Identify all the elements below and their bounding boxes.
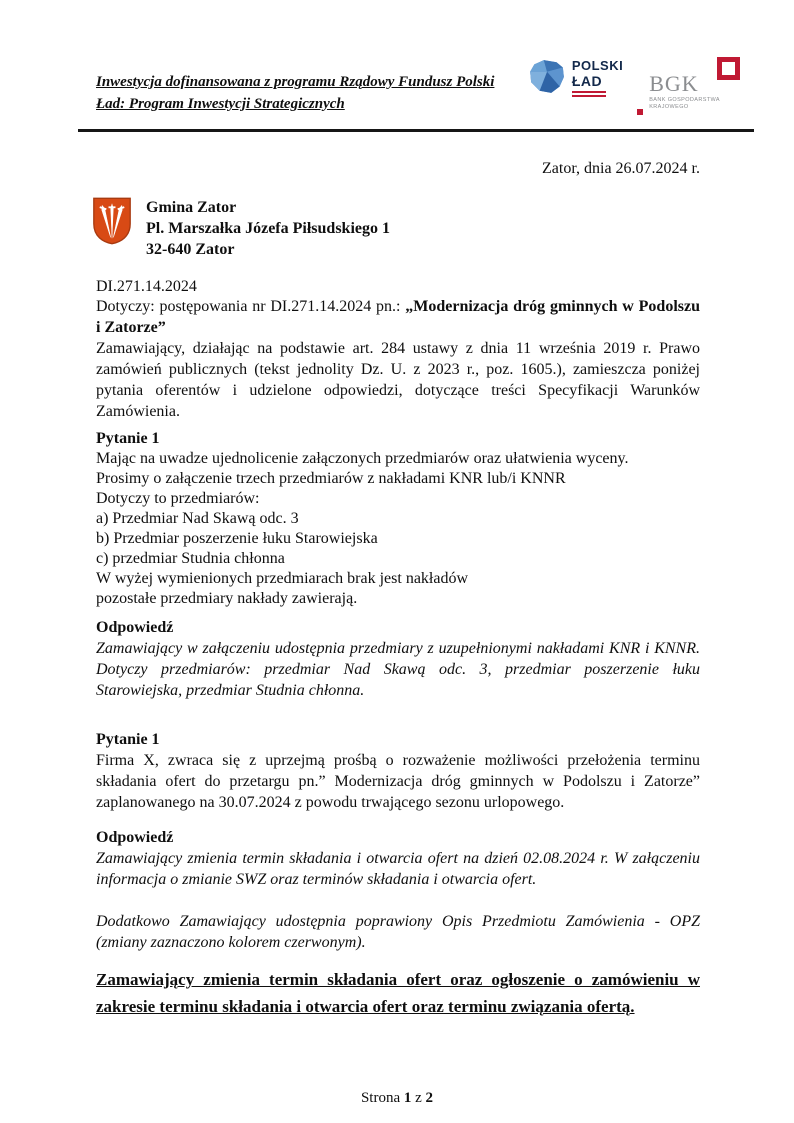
footer-word-of: z	[415, 1090, 422, 1106]
reference-number: DI.271.14.2024	[96, 278, 197, 295]
bgk-mini-square-icon	[637, 109, 643, 115]
answer-1-text: Zamawiający w załączeniu udostępnia przedmiary z uzupełnionymi nakładami KNR i KNNR. Dotyczy przedmiarów: przedmiar Nad Skawą odc. 3, przedmiar poszerzenie łuku Starowiejska, przedmiar Studnia chłonna.	[96, 640, 700, 699]
polski-lad-label-line2: ŁAD	[571, 73, 603, 89]
logo-group	[528, 59, 734, 111]
sender-name: Gmina Zator	[146, 199, 237, 216]
polski-lad-logo	[528, 59, 623, 100]
subject-line	[96, 296, 700, 338]
sender-city: 32-640 Zator	[146, 241, 235, 258]
page-footer	[0, 1090, 794, 1107]
question-1-line: b) Przedmiar poszerzenie łuku Starowiejska	[96, 530, 378, 547]
question-1-line: a) Przedmiar Nad Skawą odc. 3	[96, 510, 299, 527]
bgk-sub-line1: BANK GOSPODARSTWA	[649, 97, 720, 103]
footer-page-number: 1	[403, 1090, 412, 1106]
poland-flag-icon	[572, 91, 606, 97]
answer-1-section	[96, 617, 700, 701]
bgk-logo	[649, 73, 734, 111]
subject-prefix: Dotyczy: postępowania nr DI.271.14.2024 pn.:	[96, 298, 406, 315]
final-statement: Zamawiający zmienia termin składania ofert oraz ogłoszenie o zamówieniu w zakresie terminu składania i otwarcia ofert oraz terminu związania ofertą.	[96, 970, 700, 1016]
answer-2-section	[96, 827, 700, 953]
footer-word-page: Strona	[360, 1090, 401, 1106]
answer-2-label: Odpowiedź	[96, 829, 174, 846]
sender-street: Pl. Marszałka Józefa Piłsudskiego 1	[146, 220, 390, 237]
header-divider-line	[78, 129, 754, 132]
answer-1-label: Odpowiedź	[96, 619, 174, 636]
question-1-line: Mając na uwadze ujednolicenie załączonych przedmiarów oraz ułatwienia wyceny.	[96, 450, 629, 467]
funding-note: Inwestycja dofinansowana z programu Rządowy Fundusz Polski Ład: Program Inwestycji Strategicznych	[96, 74, 495, 112]
question-2-label: Pytanie 1	[96, 731, 160, 748]
document-header	[96, 58, 720, 115]
bgk-abbr-label: BGK	[649, 71, 699, 96]
answer-2-paragraph-1: Zamawiający zmienia termin składania i otwarcia ofert na dzień 02.08.2024 r. W załączeniu informacja o zmianie SWZ oraz terminów składania i otwarcia ofert.	[96, 850, 700, 888]
polski-lad-label-line1: POLSKI	[571, 58, 624, 73]
answer-2-paragraph-2: Dodatkowo Zamawiający udostępnia poprawiony Opis Przedmiotu Zamówienia - OPZ (zmiany zaznaczono kolorem czerwonym).	[96, 913, 700, 951]
question-2-text: Firma X, zwraca się z uprzejmą prośbą o rozważenie możliwości przełożenia terminu składania ofert do przetargu pn.” Modernizacja dróg gminnych w Podolszu i Zatorze” zaplanowanego na 30.07.2024 z powodu trwającego sezonu urlopowego.	[96, 752, 700, 811]
question-1-line: c) przedmiar Studnia chłonna	[96, 550, 285, 567]
question-1-line: Prosimy o załączenie trzech przedmiarów z nakładami KNR lub/i KNNR	[96, 470, 566, 487]
sender-block	[92, 196, 700, 260]
date-line: Zator, dnia 26.07.2024 r.	[542, 160, 700, 177]
subject-title: „Modernizacja dróg gminnych w Podolszu i Zatorze”	[96, 298, 700, 336]
intro-paragraph: Zamawiający, działając na podstawie art. 284 ustawy z dnia 11 września 2019 r. Prawo zamówień publicznych (tekst jednolity Dz. U. z 2023 r., poz. 1605.), zamieszcza poniżej pytania oferentów i udzielone odpowiedzi, dotyczące treści Specyfikacji Warunków Zamówienia.	[96, 340, 700, 420]
footer-total-pages: 2	[425, 1090, 434, 1106]
question-2-section	[96, 729, 700, 813]
question-1-section	[96, 428, 700, 609]
zator-coat-of-arms-icon	[92, 196, 132, 251]
poland-map-icon	[528, 59, 566, 100]
question-1-line: Dotyczy to przedmiarów:	[96, 490, 260, 507]
bgk-square-icon	[717, 57, 740, 80]
bgk-sub-line2: KRAJOWEGO	[649, 104, 689, 111]
question-1-line: W wyżej wymienionych przedmiarach brak jest nakładów	[96, 570, 469, 587]
question-1-line: pozostałe przedmiary nakłady zawierają.	[96, 590, 358, 607]
question-1-label: Pytanie 1	[96, 430, 160, 447]
